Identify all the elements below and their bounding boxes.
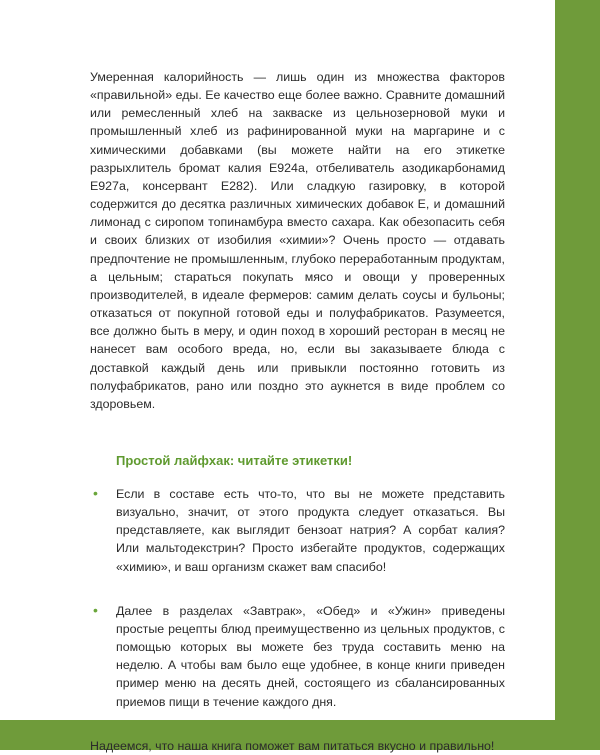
list-item	[90, 485, 505, 576]
intro-paragraph: Умеренная калорийность — лишь один из множества факторов «правильной» еды. Ее качество еще более важно. Сравните домашний или ремесленный хлеб на закваске из цельнозерновой муки и промышленный хлеб из рафинированной муки на маргарине и с химическими добавками (вы можете найти на его этикетке разрыхлитель бромат калия E924a, отбеливатель азодикарбонамид E927a, консервант E282). Или сладкую газировку, в которой содержится до десятка различных химических добавок E, и домашний лимонад с сиропом топинамбура вместо сахара. Как обезопасить себя и своих близких от изобилия «химии»? Очень просто — отдавать предпочтение не промышленным, глубоко переработанным продуктам, а цельным; стараться покупать мясо и овощи у проверенных производителей, в идеале фермеров: самим делать соусы и бульоны; отказаться от покупной готовой еды и полуфабрикатов. Разумеется, все должно быть в меру, и один поход в хороший ресторан в месяц не нанесет вам особого вреда, но, если вы заказываете блюда с доставкой каждый день или привыкли постоянно готовить из полуфабрикатов, рано или поздно это аукнется в виде проблем со здоровьем.	[90, 70, 505, 411]
bullet-icon: •	[93, 601, 98, 618]
tip-heading: Простой лайфхак: читайте этикетки!	[116, 452, 353, 468]
closing-paragraph: Надеемся, что наша книга поможет вам питаться вкусно и правильно!	[90, 738, 495, 753]
bullet-text: Если в составе есть что-то, что вы не можете представить визуально, значит, от этого продукта следует отказаться. Вы представляете, как выглядит бензоат натрия? А сорбат калия? Или мальтодекстрин? Просто избегайте продуктов, содержащих «химию», и ваш организм скажет вам спасибо!	[116, 486, 505, 574]
bullet-icon: •	[93, 484, 98, 501]
tip-list	[90, 485, 505, 711]
list-item	[90, 602, 505, 711]
bullet-text: Далее в разделах «Завтрак», «Обед» и «Ужин» приведены простые рецепты блюд преимущественно из цельных продуктов, с помощью которых вы можете без труда составить меню на неделю. А чтобы вам было еще удобнее, в конце книги приведен пример меню на десять дней, состоящего из сбалансированных приемов пищи в течение каждого дня.	[116, 603, 505, 709]
page-content	[90, 68, 505, 755]
